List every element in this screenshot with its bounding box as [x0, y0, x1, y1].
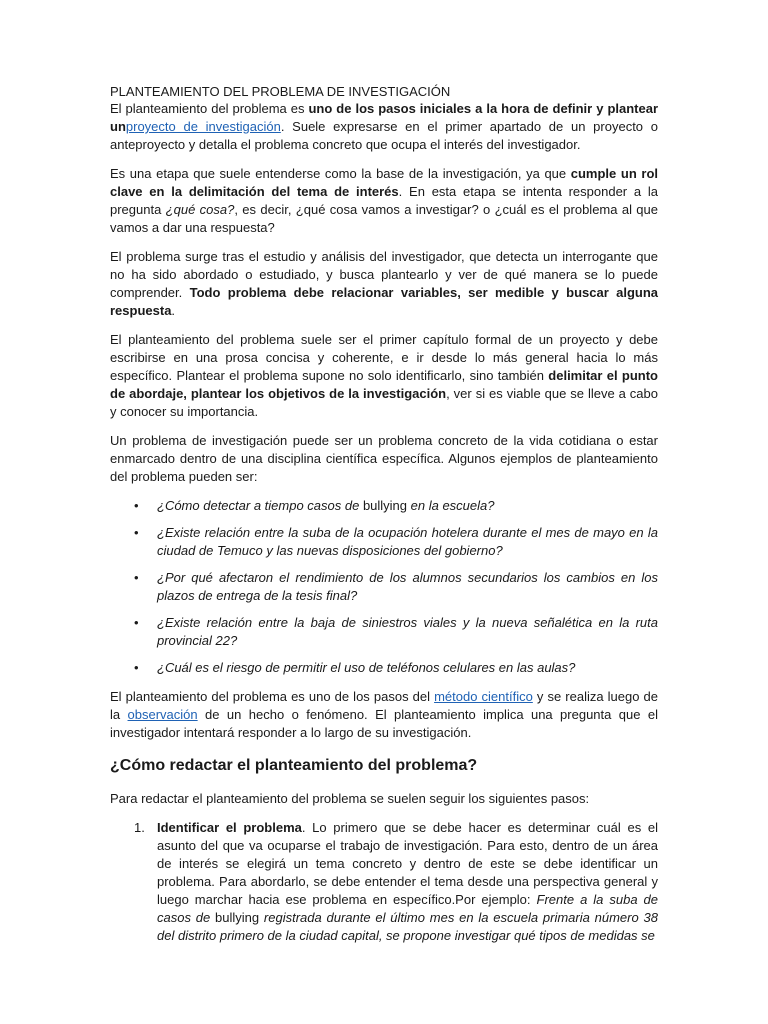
paragraph-6	[110, 688, 658, 742]
text: ¿Por qué afectaron el rendimiento de los alumnos secundarios los cambios en los plazos de entrega de la tesis final?	[157, 570, 658, 603]
bold-text: delimitar el punto de abordaje, plantear los objetivos de la investigación	[110, 368, 658, 401]
paragraph-3	[110, 248, 658, 320]
text: El planteamiento del problema suele ser el primer capítulo formal de un proyecto y debe escribirse en una prosa concisa y coherente, e ir desde lo más general hacia lo más específico. Plantear el problema supone no solo identificarlo, sino también	[110, 332, 658, 383]
bullet-icon: •	[134, 525, 139, 540]
text: . Suele expresarse en el primer apartado de un proyecto o anteproyecto y detalla el problema concreto que ocupa el interés del investigador.	[110, 119, 658, 152]
steps-list	[110, 819, 658, 945]
text: y se realiza luego de la	[110, 689, 658, 722]
examples-list	[110, 497, 658, 677]
text: El problema surge tras el estudio y análisis del investigador, que detecta un interrogante que no ha sido abordado o estudiado, y busca plantearlo y ver de qué manera se lo puede comprender.	[110, 249, 658, 300]
link-proyecto-de-investigacion[interactable]: proyecto de investigación	[125, 119, 281, 134]
list-item	[110, 819, 658, 945]
list-item	[110, 569, 658, 605]
bullet-icon: •	[134, 660, 139, 675]
text: , ver si es viable que se lleve a cabo y conocer su importancia.	[110, 386, 658, 419]
bold-text: Identificar el problema	[157, 820, 302, 835]
text: El planteamiento del problema es uno de los pasos del	[110, 689, 435, 704]
text: ¿Cuál es el riesgo de permitir el uso de teléfonos celulares en las aulas?	[157, 660, 576, 675]
bold-text: Todo problema debe relacionar variables, ser medible y buscar alguna respuesta	[110, 285, 659, 318]
text: ¿Existe relación entre la suba de la ocupación hotelera durante el mes de mayo en la ciudad de Temuco y las nuevas disposiciones del gobierno?	[157, 525, 658, 558]
bullet-icon: •	[134, 498, 139, 513]
list-item	[110, 659, 658, 677]
text: Es una etapa que suele entenderse como la base de la investigación, ya que	[110, 166, 571, 181]
text: . Lo primero que se debe hacer es determinar cuál es el asunto del que va ocuparse el trabajo de investigación. Para esto, dentro de un área de interés se elegirá un tema concreto y dentro de este se debe identificar un problema. Para abordarlo, se debe entender el tema desde una perspectiva general y luego marchar hacia ese problema en específico.Por ejemplo:	[157, 820, 658, 907]
text: en la escuela?	[407, 498, 495, 513]
list-item	[110, 497, 658, 515]
text: bullying	[215, 910, 260, 925]
italic-text: ¿qué cosa?	[165, 202, 235, 217]
paragraph-7: Para redactar el planteamiento del problema se suelen seguir los siguientes pasos:	[110, 791, 590, 806]
text: . En esta etapa se intenta responder a la pregunta	[110, 184, 658, 217]
bullet-icon: •	[134, 570, 139, 585]
text: El planteamiento del problema es	[110, 101, 309, 116]
paragraph-1	[110, 100, 658, 154]
text: ¿Existe relación entre la baja de siniestros viales y la nueva señalética en la ruta provincial 22?	[157, 615, 658, 648]
bold-text: cumple un rol clave en la delimitación del tema de interés	[110, 166, 658, 199]
step-number: 1.	[134, 820, 145, 835]
text: ¿Cómo detectar a tiempo casos de	[157, 498, 363, 513]
link-observacion[interactable]: observación	[127, 707, 198, 722]
italic-text: Frente a la suba de casos de	[157, 892, 658, 925]
link-metodo-cientifico[interactable]: método científico	[434, 689, 533, 704]
bold-text: uno de los pasos iniciales a la hora de definir y plantear un	[110, 101, 659, 134]
document-title: PLANTEAMIENTO DEL PROBLEMA DE INVESTIGACIÓN	[110, 84, 451, 99]
text: .	[171, 303, 176, 318]
text: de un hecho o fenómeno. El planteamiento implica una pregunta que el investigador intentará responder a lo largo de su investigación.	[110, 707, 658, 740]
text: , es decir, ¿qué cosa vamos a investigar? o ¿cuál es el problema al que vamos a dar una respuesta?	[110, 202, 658, 235]
paragraph-2	[110, 165, 658, 237]
text: bullying	[362, 498, 408, 513]
list-item	[110, 614, 658, 650]
list-item	[110, 524, 658, 560]
bullet-icon: •	[134, 615, 139, 630]
paragraph-4	[110, 331, 658, 421]
paragraph-5: Un problema de investigación puede ser un problema concreto de la vida cotidiana o estar enmarcado dentro de una disciplina científica específica. Algunos ejemplos de planteamiento del problema pueden ser:	[110, 433, 658, 484]
italic-text: registrada durante el último mes en la escuela primaria número 38 del distrito primero de la ciudad capital, se propone investigar qué tipos de medidas se	[157, 910, 658, 943]
section-heading: ¿Cómo redactar el planteamiento del problema?	[110, 757, 478, 774]
